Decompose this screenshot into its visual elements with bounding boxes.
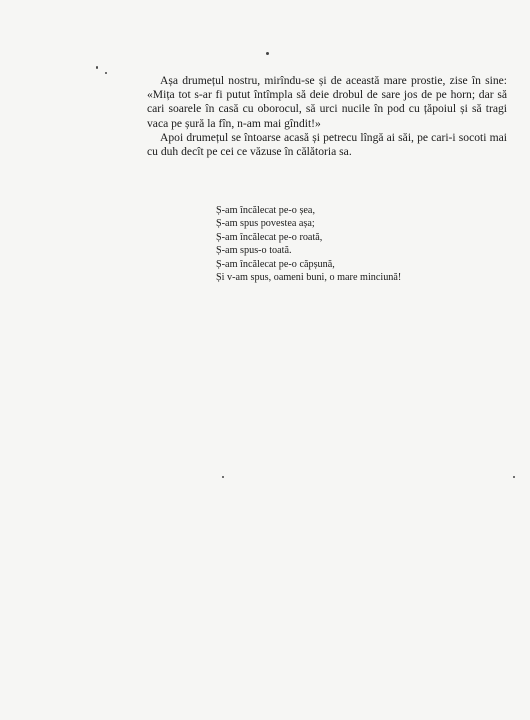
- verse-line: Ș-am încălecat pe-o roată,: [216, 231, 323, 243]
- ink-speck: [96, 66, 98, 69]
- verse-line: Ș-am spus povestea așa;: [216, 218, 315, 230]
- ink-speck: [222, 476, 224, 478]
- verse-line: Și v-am spus, oameni buni, o mare minciună!: [216, 272, 402, 284]
- verse-line: Ș-am încălecat pe-o șea,: [216, 205, 315, 216]
- verse-line: Ș-am încălecat pe-o căpșună,: [216, 258, 335, 270]
- verse-line: Ș-am spus-o toată.: [216, 245, 292, 257]
- paragraph: Apoi drumețul se întoarse acasă și petrecu lîngă ai săi, pe cari-i socoti mai cu duh decît pe cei ce văzuse în călătoria sa.: [147, 130, 507, 159]
- paragraph: Așa drumețul nostru, mirîndu-se și de această mare prostie, zise în sine: «Mița tot s-ar fi putut întîmpla să deie drobul de sare jos de pe horn; dar să cari soarele în casă cu oborocul, să urci nucile în pod cu țăpoiul și să tragi vaca pe șură la fîn, n-am mai gîndit!»: [147, 74, 507, 130]
- ink-speck: [513, 476, 515, 478]
- story-text: [147, 74, 507, 159]
- closing-verse: [216, 204, 401, 284]
- ink-speck: [105, 72, 107, 74]
- ink-speck: [266, 52, 269, 55]
